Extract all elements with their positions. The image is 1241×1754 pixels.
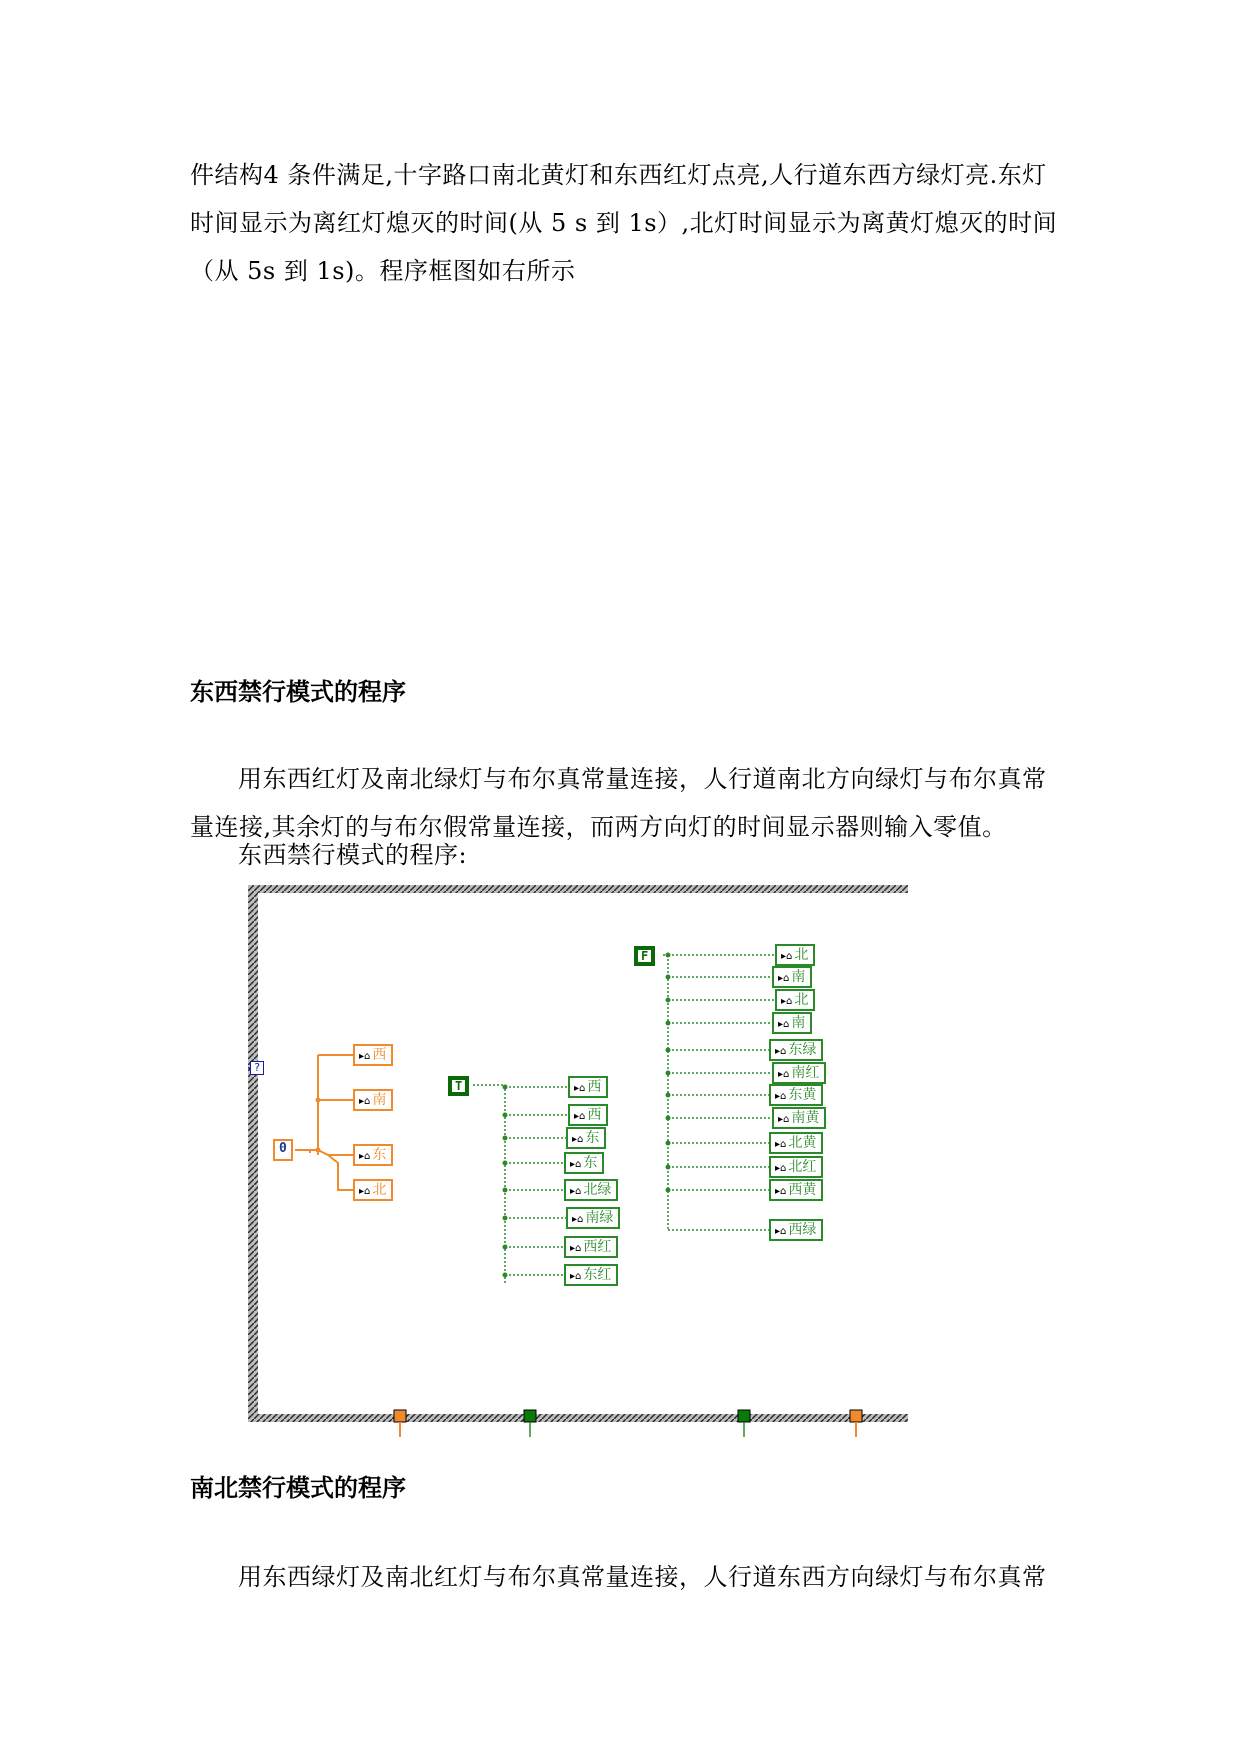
section-heading-ns: 南北禁行模式的程序 — [190, 1474, 406, 1502]
intro-line-3: （从 5s 到 1s)。程序框图如右所示 — [190, 257, 576, 285]
intro-paragraph — [190, 151, 1060, 295]
time-indicator-west[interactable]: ▸⌂ 西 — [353, 1044, 393, 1066]
false-node-5[interactable]: ▸⌂ 东绿 — [769, 1039, 823, 1061]
ew-block-diagram — [248, 885, 908, 1440]
frame-top — [248, 885, 908, 893]
false-node-11[interactable]: ▸⌂ 西黄 — [769, 1179, 823, 1201]
terminal-arrow-icon: ▸⌂ — [775, 1139, 787, 1150]
terminal-arrow-icon: ▸⌂ — [775, 1091, 787, 1102]
terminal-arrow-icon: ▸⌂ — [775, 1163, 787, 1174]
ew-para-line-2: 量连接,其余灯的与布尔假常量连接，而两方向灯的时间显示器则输入零值。 — [190, 813, 1007, 841]
false-node-4[interactable]: ▸⌂ 南 — [772, 1012, 812, 1034]
false-node-7[interactable]: ▸⌂ 东黄 — [769, 1084, 823, 1106]
terminal-arrow-icon: ▸⌂ — [778, 1069, 790, 1080]
true-node-6[interactable]: ▸⌂ 南绿 — [566, 1207, 620, 1229]
false-node-1[interactable]: ▸⌂ 北 — [775, 944, 815, 966]
ns-para-line-1: 用东西绿灯及南北红灯与布尔真常量连接，人行道东西方向绿灯与布尔真常 — [238, 1563, 1047, 1591]
terminal-arrow-icon: ▸⌂ — [574, 1111, 586, 1122]
ew-caption: 东西禁行模式的程序: — [238, 841, 468, 869]
frame-left — [248, 885, 258, 1422]
true-constant[interactable]: T — [450, 1078, 467, 1094]
terminal-arrow-icon: ▸⌂ — [781, 996, 793, 1007]
terminal-arrow-icon: ▸⌂ — [574, 1083, 586, 1094]
terminal-arrow-icon: ▸⌂ — [359, 1186, 371, 1197]
false-wires — [663, 955, 775, 1230]
intro-line-1: 件结构4 条件满足,十字路口南北黄灯和东西红灯点亮,人行道东西方绿灯亮.东灯 — [190, 161, 1047, 189]
frame-bottom — [248, 1414, 908, 1422]
true-node-8[interactable]: ▸⌂ 东红 — [564, 1264, 618, 1286]
section-heading-ew: 东西禁行模式的程序 — [190, 678, 406, 706]
terminal-arrow-icon: ▸⌂ — [778, 1114, 790, 1125]
false-node-9[interactable]: ▸⌂ 北黄 — [769, 1132, 823, 1154]
false-node-6[interactable]: ▸⌂ 南红 — [772, 1062, 826, 1084]
terminal-arrow-icon: ▸⌂ — [359, 1096, 371, 1107]
time-indicator-south[interactable]: ▸⌂ 南 — [353, 1089, 393, 1111]
terminal-arrow-icon: ▸⌂ — [781, 951, 793, 962]
false-constant[interactable]: F — [636, 948, 653, 964]
terminal-arrow-icon: ▸⌂ — [778, 973, 790, 984]
true-node-3[interactable]: ▸⌂ 东 — [566, 1127, 606, 1149]
false-node-12[interactable]: ▸⌂ 西绿 — [769, 1219, 823, 1241]
time-indicator-east[interactable]: ▸⌂ 东 — [353, 1144, 393, 1166]
terminal-arrow-icon: ▸⌂ — [775, 1046, 787, 1057]
terminal-arrow-icon: ▸⌂ — [775, 1186, 787, 1197]
ns-paragraph — [190, 1553, 1060, 1601]
ew-para-line-1: 用东西红灯及南北绿灯与布尔真常量连接，人行道南北方向绿灯与布尔真常 — [238, 765, 1047, 793]
true-node-2[interactable]: ▸⌂ 西 — [568, 1104, 608, 1126]
terminal-arrow-icon: ▸⌂ — [570, 1243, 582, 1254]
true-node-7[interactable]: ▸⌂ 西红 — [564, 1236, 618, 1258]
terminal-arrow-icon: ▸⌂ — [359, 1151, 371, 1162]
false-node-2[interactable]: ▸⌂ 南 — [772, 966, 812, 988]
ew-paragraph — [190, 755, 1060, 851]
terminal-arrow-icon: ▸⌂ — [778, 1019, 790, 1030]
false-node-10[interactable]: ▸⌂ 北红 — [769, 1156, 823, 1178]
terminal-arrow-icon: ▸⌂ — [570, 1271, 582, 1282]
numeric-constant-zero[interactable]: 0 — [273, 1139, 293, 1161]
terminal-arrow-icon: ▸⌂ — [570, 1159, 582, 1170]
true-node-4[interactable]: ▸⌂ 东 — [564, 1152, 604, 1174]
terminal-arrow-icon: ▸⌂ — [572, 1214, 584, 1225]
intro-line-2: 时间显示为离红灯熄灭的时间(从 5 s 到 1s）,北灯时间显示为离黄灯熄灭的时间 — [190, 209, 1058, 237]
true-node-5[interactable]: ▸⌂ 北绿 — [564, 1179, 618, 1201]
false-node-3[interactable]: ▸⌂ 北 — [775, 989, 815, 1011]
true-node-1[interactable]: ▸⌂ 西 — [568, 1076, 608, 1098]
terminal-arrow-icon: ▸⌂ — [572, 1134, 584, 1145]
true-wires — [473, 1085, 568, 1283]
case-selector-terminal[interactable]: ? — [250, 1061, 264, 1075]
terminal-arrow-icon: ▸⌂ — [775, 1226, 787, 1237]
orange-wires — [295, 1055, 353, 1190]
terminal-arrow-icon: ▸⌂ — [359, 1051, 371, 1062]
time-indicator-north[interactable]: ▸⌂ 北 — [353, 1179, 393, 1201]
terminal-arrow-icon: ▸⌂ — [570, 1186, 582, 1197]
false-node-8[interactable]: ▸⌂ 南黄 — [772, 1107, 826, 1129]
